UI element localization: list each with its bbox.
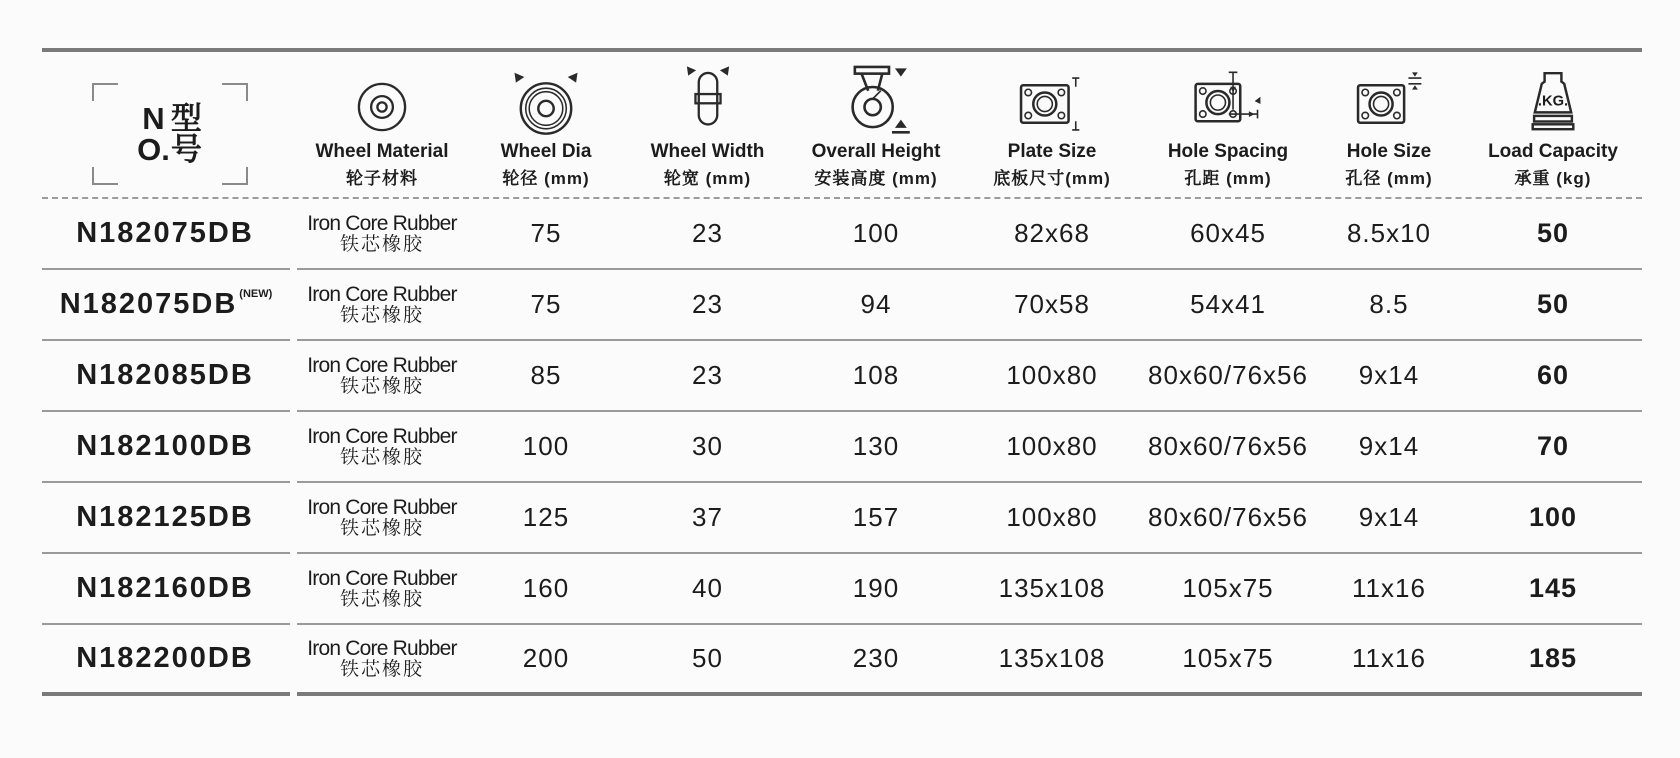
header-label-en: Hole Spacing — [1167, 141, 1289, 162]
load-capacity-cell: 70 — [1536, 431, 1570, 461]
plate-size-cell: 135x108 — [998, 573, 1106, 603]
model-cell — [42, 199, 290, 270]
header-label-zh: 轮子材料 — [346, 169, 418, 188]
header-label-zh: 轮径 (mm) — [502, 169, 590, 188]
overall-height-cell: 100 — [852, 218, 900, 248]
model-number: N182125DB — [76, 501, 254, 533]
material-en: Iron Core Rubber — [307, 282, 457, 306]
material-cell — [297, 355, 467, 397]
hole-spacing-cell: 105x75 — [1182, 643, 1274, 673]
hole-spacing-cell: 80x60/76x56 — [1148, 502, 1308, 532]
load-capacity-cell: 50 — [1536, 289, 1570, 319]
model-brackets-icon — [92, 83, 248, 185]
material-zh: 铁芯橡胶 — [339, 304, 424, 326]
header-label-zh: 底板尺寸(mm) — [993, 169, 1111, 188]
material-zh: 铁芯橡胶 — [339, 446, 424, 468]
material-cell — [297, 497, 467, 539]
plate-size-cell: 135x108 — [998, 643, 1106, 673]
model-cell — [42, 554, 290, 625]
hole-spacing-cell: 105x75 — [1182, 573, 1274, 603]
overall-height-cell: 190 — [852, 573, 900, 603]
header-hole-size — [1314, 68, 1464, 189]
header-label-en: Wheel Width — [650, 141, 765, 162]
material-cell — [297, 284, 467, 326]
table-row — [42, 270, 1642, 341]
header-label-zh: 轮宽 (mm) — [663, 169, 752, 188]
model-number: N182085DB — [76, 359, 254, 391]
load-capacity-cell: 100 — [1528, 502, 1578, 532]
overall-height-cell: 157 — [852, 502, 900, 532]
hole-spacing-icon — [1188, 68, 1268, 140]
table-row — [42, 199, 1642, 270]
model-cell — [42, 483, 290, 554]
hole-size-cell: 11x16 — [1352, 573, 1426, 603]
header-label-zh: 安装高度 (mm) — [814, 169, 938, 188]
header-load-capacity — [1464, 68, 1642, 189]
material-en: Iron Core Rubber — [307, 636, 457, 660]
model-number: N182160DB — [76, 572, 254, 604]
material-cell — [297, 568, 467, 610]
model-cell — [42, 270, 290, 341]
material-zh: 铁芯橡胶 — [339, 517, 424, 539]
hole-size-cell: 11x16 — [1352, 643, 1426, 673]
hole-spacing-cell: 80x60/76x56 — [1148, 360, 1308, 390]
table-row — [42, 412, 1642, 483]
header-label-en: Hole Size — [1346, 141, 1432, 162]
hole-spacing-cell: 80x60/76x56 — [1148, 431, 1308, 461]
material-en: Iron Core Rubber — [307, 353, 457, 377]
model-cell — [42, 341, 290, 412]
model-number: N182100DB — [76, 430, 254, 462]
header-label-zh: 承重 (kg) — [1514, 169, 1592, 188]
material-zh: 铁芯橡胶 — [339, 588, 424, 610]
model-new-badge: (NEW) — [239, 288, 273, 300]
row-values — [297, 270, 1642, 341]
spec-table — [42, 48, 1642, 696]
plate-size-cell: 70x58 — [1014, 289, 1090, 319]
header-label-en: Overall Height — [811, 141, 941, 162]
wheel-width-cell: 30 — [692, 431, 723, 461]
overall-height-cell: 94 — [860, 289, 892, 319]
header-label-zh: 孔距 (mm) — [1184, 169, 1272, 188]
row-values — [297, 341, 1642, 412]
plate-size-icon — [1012, 68, 1092, 140]
hole-size-cell: 9x14 — [1358, 502, 1420, 532]
header-model — [42, 83, 297, 189]
bracket-corner — [222, 167, 248, 185]
hole-size-icon — [1349, 68, 1429, 140]
hole-size-cell: 8.5x10 — [1346, 218, 1432, 248]
wheel-dia-cell: 100 — [522, 431, 570, 461]
table-body — [42, 199, 1642, 696]
material-zh: 铁芯橡胶 — [339, 375, 424, 397]
header-label-en: Wheel Material — [315, 141, 449, 162]
load-capacity-cell: 60 — [1536, 360, 1570, 390]
header-wheel-material — [297, 74, 467, 189]
material-cell — [297, 638, 467, 680]
wheel-dia-cell: 75 — [530, 218, 562, 248]
wheel-dia-cell: 160 — [522, 573, 570, 603]
material-cell — [297, 213, 467, 255]
wheel-width-cell: 37 — [692, 502, 723, 532]
material-en: Iron Core Rubber — [307, 211, 457, 235]
model-cell — [42, 412, 290, 483]
model-cell — [42, 625, 290, 696]
material-en: Iron Core Rubber — [307, 424, 457, 448]
material-zh: 铁芯橡胶 — [339, 658, 424, 680]
plate-size-cell: 100x80 — [1006, 502, 1098, 532]
badge-no-top: N — [142, 101, 165, 136]
badge-model-top: 型 — [170, 101, 202, 136]
header-label-zh: 孔径 (mm) — [1345, 169, 1433, 188]
load-capacity-cell: 145 — [1528, 573, 1578, 603]
header-label-en: Load Capacity — [1488, 141, 1618, 162]
bracket-corner — [222, 83, 248, 101]
row-values — [297, 554, 1642, 625]
material-en: Iron Core Rubber — [307, 495, 457, 519]
badge-model-bottom: 号 — [170, 132, 202, 167]
wheel-dia-cell: 125 — [522, 502, 570, 532]
header-overall-height — [790, 60, 962, 189]
wheel-width-icon — [675, 60, 741, 140]
table-row — [42, 341, 1642, 412]
hole-spacing-cell: 54x41 — [1190, 289, 1266, 319]
kg-icon-label: .KG. — [1537, 93, 1569, 110]
row-values — [297, 483, 1642, 554]
table-row — [42, 554, 1642, 625]
plate-size-cell: 100x80 — [1006, 431, 1098, 461]
plate-size-cell: 100x80 — [1006, 360, 1098, 390]
header-plate-size — [962, 68, 1142, 189]
hole-size-cell: 8.5 — [1369, 289, 1409, 319]
hole-size-cell: 9x14 — [1358, 360, 1420, 390]
material-zh: 铁芯橡胶 — [339, 233, 424, 255]
model-number: N182200DB — [76, 642, 254, 674]
header-label-en: Plate Size — [1007, 141, 1097, 162]
header-hole-spacing — [1142, 68, 1314, 189]
wheel-width-cell: 50 — [692, 643, 723, 673]
wheel-width-cell: 23 — [692, 360, 723, 390]
header-wheel-width — [625, 60, 790, 189]
header-label-en: Wheel Dia — [500, 141, 592, 162]
table-row — [42, 625, 1642, 696]
hole-size-cell: 9x14 — [1358, 431, 1420, 461]
wheel-dia-cell: 85 — [530, 360, 562, 390]
hole-spacing-cell: 60x45 — [1190, 218, 1266, 248]
model-number: N182075DB — [59, 288, 238, 320]
table-row — [42, 483, 1642, 554]
header-wheel-dia — [467, 70, 625, 189]
wheel-dia-cell: 75 — [530, 289, 562, 319]
row-values — [297, 199, 1642, 270]
wheel-width-cell: 23 — [692, 218, 723, 248]
wheel-diameter-icon — [510, 70, 582, 140]
badge-no-bottom: O. — [137, 132, 170, 167]
material-en: Iron Core Rubber — [307, 566, 457, 590]
wheel-front-icon — [348, 74, 416, 140]
overall-height-cell: 108 — [852, 360, 900, 390]
overall-height-icon — [837, 60, 915, 140]
wheel-width-cell: 23 — [692, 289, 723, 319]
bracket-corner — [92, 83, 118, 101]
wheel-dia-cell: 200 — [522, 643, 570, 673]
wheel-width-cell: 40 — [692, 573, 723, 603]
load-capacity-icon — [1518, 68, 1588, 140]
overall-height-cell: 230 — [852, 643, 900, 673]
load-capacity-cell: 185 — [1528, 643, 1578, 673]
row-values — [297, 625, 1642, 696]
table-header-row — [42, 52, 1642, 197]
row-values — [297, 412, 1642, 483]
material-cell — [297, 426, 467, 468]
bracket-corner — [92, 167, 118, 185]
plate-size-cell: 82x68 — [1014, 218, 1090, 248]
model-number: N182075DB — [76, 217, 254, 249]
overall-height-cell: 130 — [852, 431, 900, 461]
load-capacity-cell: 50 — [1536, 218, 1570, 248]
